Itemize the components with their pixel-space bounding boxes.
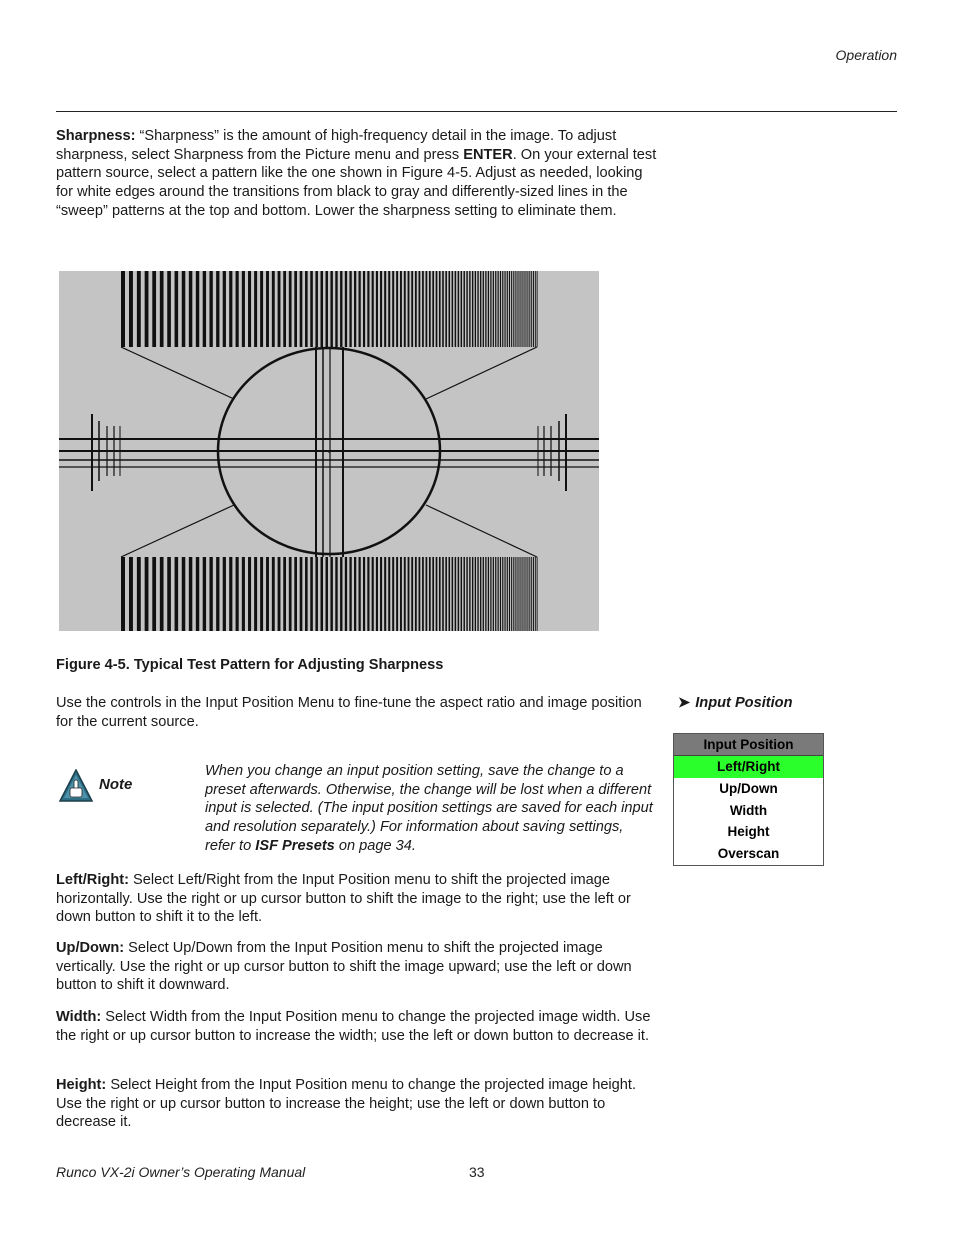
- sweep-bar: [495, 271, 496, 347]
- sweep-bar: [321, 271, 324, 347]
- sweep-bar: [203, 271, 206, 347]
- sweep-bar: [272, 557, 275, 631]
- sweep-bar: [189, 271, 192, 347]
- sharpness-test-pattern-figure: [59, 271, 599, 631]
- sweep-bar: [452, 271, 454, 347]
- input-position-side-heading: [678, 694, 793, 711]
- sweep-bar: [477, 271, 478, 347]
- sweep-bar: [305, 271, 308, 347]
- sweep-bar: [485, 557, 486, 631]
- sweep-bar: [367, 271, 369, 347]
- sweep-bar: [466, 557, 467, 631]
- height-term: Height:: [56, 1077, 107, 1093]
- sweep-bar: [248, 557, 251, 631]
- sweep-bar: [455, 271, 457, 347]
- footer-page-number: 33: [469, 1164, 485, 1180]
- sweep-bar: [175, 557, 179, 631]
- sweep-bar: [432, 557, 434, 631]
- enter-key-label: ENTER: [463, 146, 513, 163]
- sweep-bar: [520, 557, 521, 631]
- sweep-bar: [458, 557, 459, 631]
- sweep-bar: [326, 271, 328, 347]
- sweep-bar: [167, 557, 171, 631]
- sweep-bar: [422, 271, 424, 347]
- sweep-bar: [254, 557, 257, 631]
- sweep-bar: [531, 557, 532, 631]
- sweep-bar: [145, 271, 149, 347]
- sweep-bar: [472, 271, 473, 347]
- sweep-bar: [266, 557, 269, 631]
- note-pointing-hand-icon: [59, 769, 93, 803]
- sweep-bar: [236, 557, 239, 631]
- sweep-bar: [537, 557, 538, 631]
- sweep-bar: [475, 271, 476, 347]
- sweep-bar: [278, 557, 281, 631]
- sweep-bar: [294, 557, 297, 631]
- sweep-bar: [315, 557, 318, 631]
- figure-caption: Figure 4-5. Typical Test Pattern for Adjusting Sharpness: [56, 657, 444, 673]
- sweep-bar: [254, 271, 257, 347]
- note-text-a: When you change an input position setting, save the change to a preset afterwards. Otherwise, the change will be lost when a different input is selected. (The input position settings are saved for each input and resolution separately.) For information about saving settings, refer to: [205, 763, 653, 854]
- sweep-bar: [529, 557, 530, 631]
- sweep-bar: [137, 557, 141, 631]
- up-down-definition: [56, 939, 658, 995]
- sweep-bar: [182, 271, 186, 347]
- sweep-bar: [529, 271, 530, 347]
- sweep-bar: [429, 271, 431, 347]
- sweep-bar: [152, 271, 156, 347]
- sweep-bar: [196, 271, 199, 347]
- sharpness-paragraph: [56, 127, 658, 221]
- sweep-bar: [392, 557, 394, 631]
- sweep-bar: [354, 271, 356, 347]
- height-text: Select Height from the Input Position menu to change the projected image height. Use the right or up cursor button to increase the height; use the left or down button to decrease it.: [56, 1077, 637, 1131]
- isf-presets-link[interactable]: ISF Presets: [255, 837, 335, 854]
- sweep-bar: [493, 557, 494, 631]
- sweep-bar: [504, 557, 505, 631]
- sweep-bar: [248, 271, 251, 347]
- sweep-bar: [436, 271, 438, 347]
- sweep-bar: [408, 557, 410, 631]
- sweep-bar: [196, 557, 199, 631]
- sweep-bar: [485, 271, 486, 347]
- up-down-term: Up/Down:: [56, 940, 125, 956]
- sweep-bar: [511, 557, 512, 631]
- sweep-bar: [182, 557, 186, 631]
- sweep-bar: [321, 557, 324, 631]
- sweep-bar: [504, 271, 505, 347]
- sweep-bar: [411, 271, 413, 347]
- sweep-bar: [380, 557, 382, 631]
- sweep-bar: [411, 557, 413, 631]
- menu-title: Input Position: [674, 734, 823, 756]
- sweep-bar: [160, 271, 164, 347]
- sweep-bar: [475, 557, 476, 631]
- sweep-bar: [236, 271, 239, 347]
- sweep-bar: [483, 271, 484, 347]
- sweep-bar: [535, 271, 536, 347]
- sweep-bar: [502, 557, 503, 631]
- note-label: Note: [99, 776, 133, 793]
- sweep-bar: [367, 557, 369, 631]
- sweep-bar: [272, 271, 275, 347]
- sweep-bar: [480, 557, 481, 631]
- sweep-bar: [500, 271, 501, 347]
- sweep-bar: [223, 557, 226, 631]
- sweep-bar: [513, 271, 514, 347]
- sweep-bar: [455, 557, 457, 631]
- sweep-bar: [415, 557, 417, 631]
- sweep-bar: [415, 271, 417, 347]
- sweep-bar: [507, 557, 508, 631]
- sweep-bar: [345, 557, 347, 631]
- left-right-definition: [56, 871, 658, 927]
- sweep-bar: [283, 271, 286, 347]
- sweep-bar: [326, 557, 328, 631]
- left-right-term: Left/Right:: [56, 872, 129, 888]
- sweep-bar: [384, 271, 386, 347]
- menu-item-overscan[interactable]: Overscan: [717, 846, 780, 862]
- sweep-bar: [300, 557, 303, 631]
- sweep-bar: [396, 271, 398, 347]
- sweep-bar: [396, 557, 398, 631]
- sweep-bar: [315, 271, 318, 347]
- sweep-bar: [522, 271, 523, 347]
- sweep-bar: [533, 271, 534, 347]
- sweep-bar: [189, 557, 192, 631]
- header-rule: [56, 111, 897, 112]
- sweep-bar: [376, 557, 378, 631]
- sweep-bar: [461, 557, 462, 631]
- width-definition: [56, 1008, 658, 1045]
- sweep-bar: [442, 271, 444, 347]
- sweep-bar: [490, 271, 491, 347]
- sweep-bar: [439, 271, 441, 347]
- sweep-bar: [488, 557, 489, 631]
- sweep-bar: [400, 271, 402, 347]
- sweep-bar: [432, 271, 434, 347]
- sweep-bar: [472, 557, 473, 631]
- sweep-bar: [445, 557, 447, 631]
- sweep-bar: [160, 557, 164, 631]
- sweep-bar: [305, 557, 308, 631]
- sweep-bar: [289, 557, 292, 631]
- sweep-bar: [340, 557, 342, 631]
- side-heading-label: Input Position: [695, 695, 793, 711]
- sweep-bar: [524, 271, 525, 347]
- note-text-b: on page 34.: [334, 837, 416, 854]
- sweep-bar: [469, 271, 470, 347]
- sweep-bar: [216, 557, 219, 631]
- sweep-bar: [426, 557, 428, 631]
- sweep-bar: [372, 557, 374, 631]
- sweep-bar: [526, 271, 527, 347]
- sweep-bar: [404, 557, 406, 631]
- sweep-bar: [515, 271, 516, 347]
- sweep-bar: [388, 557, 390, 631]
- sweep-bar: [242, 557, 245, 631]
- sweep-bar: [289, 271, 292, 347]
- sweep-bar: [359, 271, 361, 347]
- sweep-bar: [340, 271, 342, 347]
- sweep-bar: [376, 271, 378, 347]
- sweep-bar: [509, 557, 510, 631]
- sweep-bar: [464, 557, 465, 631]
- sweep-bar: [520, 271, 521, 347]
- sweep-bar: [480, 271, 481, 347]
- sweep-bar: [439, 557, 441, 631]
- sweep-bar: [209, 557, 212, 631]
- sweep-bar: [498, 271, 499, 347]
- sweep-bar: [507, 271, 508, 347]
- sweep-bar: [442, 557, 444, 631]
- sweep-bar: [502, 271, 503, 347]
- arrow-left-icon: ➤: [678, 695, 691, 711]
- sweep-bar: [533, 557, 534, 631]
- sweep-bar: [363, 271, 365, 347]
- sweep-bar: [517, 557, 518, 631]
- sweep-bar: [260, 557, 263, 631]
- sweep-bar: [515, 557, 516, 631]
- sweep-bar: [426, 271, 428, 347]
- sweep-bar: [349, 557, 351, 631]
- sweep-bar: [524, 557, 525, 631]
- sweep-bar: [345, 271, 347, 347]
- sweep-bar: [229, 271, 232, 347]
- sweep-bar: [526, 557, 527, 631]
- sweep-bar: [436, 557, 438, 631]
- input-position-menu: [673, 733, 824, 866]
- sweep-bar: [477, 557, 478, 631]
- width-text: Select Width from the Input Position menu to change the projected image width. Use the right or up cursor button to increase the width; use the left or down button to decrease it.: [56, 1009, 651, 1044]
- sweep-bar: [330, 271, 332, 347]
- sweep-bar: [400, 557, 402, 631]
- menu-item-height[interactable]: Height: [727, 824, 770, 840]
- sweep-bar: [216, 271, 219, 347]
- sharpness-text-a: “Sharpness” is the amount of high-frequency detail in the image. To adjust sharpness, select Sharpness from the Picture menu and press: [56, 128, 617, 163]
- sweep-bar: [349, 271, 351, 347]
- sweep-bar: [145, 557, 149, 631]
- sweep-bar: [500, 557, 501, 631]
- sweep-bar: [372, 271, 374, 347]
- sweep-bar: [335, 271, 337, 347]
- input-position-intro: Use the controls in the Input Position Menu to fine-tune the aspect ratio and image position for the current source.: [56, 695, 642, 730]
- sweep-bar: [310, 557, 313, 631]
- sweep-bar: [129, 557, 133, 631]
- sweep-bar: [452, 557, 454, 631]
- sweep-bar: [522, 557, 523, 631]
- width-term: Width:: [56, 1009, 102, 1025]
- sweep-bar: [167, 271, 171, 347]
- menu-item-width[interactable]: Width: [729, 802, 768, 818]
- sweep-bar: [483, 557, 484, 631]
- sweep-bar: [513, 557, 514, 631]
- menu-item-up-down[interactable]: Up/Down: [719, 780, 778, 796]
- sweep-bar: [498, 557, 499, 631]
- sweep-bar: [278, 271, 281, 347]
- sweep-bar: [310, 271, 313, 347]
- running-header: Operation: [835, 47, 897, 63]
- sweep-bar: [527, 557, 528, 631]
- sweep-bar: [535, 557, 536, 631]
- sweep-bar: [488, 271, 489, 347]
- sweep-bar: [419, 557, 421, 631]
- sharpness-text-b: . On your external test pattern source, select a pattern like the one shown in Figure 4-5. Adjust as needed, looking for white edges around the transitions from black to gray and differently-sized lines in the “sweep” patterns at the top and bottom. Lower the sharpness setting to eliminate them.: [56, 146, 657, 219]
- sweep-bar: [449, 557, 451, 631]
- sweep-bar: [223, 271, 226, 347]
- sweep-bar: [121, 271, 125, 347]
- sweep-bar: [175, 271, 179, 347]
- sweep-bar: [445, 271, 447, 347]
- up-down-text: Select Up/Down from the Input Position menu to shift the projected image vertically. Use the right or up cursor button to shift the image upward; use the left or down button to shift it downward.: [56, 940, 632, 994]
- sweep-bar: [388, 271, 390, 347]
- sweep-bar: [300, 271, 303, 347]
- sweep-bar: [283, 557, 286, 631]
- sweep-bar: [384, 557, 386, 631]
- sweep-bar: [137, 271, 141, 347]
- sweep-bar: [495, 557, 496, 631]
- height-definition: [56, 1076, 658, 1132]
- sweep-bar: [419, 271, 421, 347]
- sweep-bar: [294, 271, 297, 347]
- sweep-bar: [209, 271, 212, 347]
- sweep-bar: [449, 271, 451, 347]
- sweep-bar: [469, 557, 470, 631]
- sweep-bar: [242, 271, 245, 347]
- sweep-bar: [509, 271, 510, 347]
- sweep-bar: [464, 271, 465, 347]
- sweep-bar: [129, 271, 133, 347]
- sweep-bar: [466, 271, 467, 347]
- sweep-bar: [380, 271, 382, 347]
- sweep-bar: [527, 271, 528, 347]
- sweep-bar: [266, 271, 269, 347]
- sweep-bar: [490, 557, 491, 631]
- menu-item-left-right[interactable]: Left/Right: [674, 756, 823, 778]
- sweep-bar: [531, 271, 532, 347]
- sweep-bar: [511, 271, 512, 347]
- sweep-bar: [330, 557, 332, 631]
- sweep-bar: [429, 557, 431, 631]
- sweep-bar: [517, 271, 518, 347]
- sweep-bar: [458, 271, 459, 347]
- sweep-bar: [203, 557, 206, 631]
- sweep-bar: [422, 557, 424, 631]
- sweep-bar: [260, 271, 263, 347]
- sweep-bar: [493, 271, 494, 347]
- sweep-bar: [359, 557, 361, 631]
- note-text: [205, 762, 657, 856]
- sweep-bar: [335, 557, 337, 631]
- sweep-bar: [404, 271, 406, 347]
- sweep-bar: [229, 557, 232, 631]
- sweep-bar: [121, 557, 125, 631]
- sweep-bar: [152, 557, 156, 631]
- footer-manual-title: Runco VX-2i Owner’s Operating Manual: [56, 1164, 306, 1180]
- sweep-bar: [363, 557, 365, 631]
- sharpness-term: Sharpness:: [56, 128, 136, 144]
- sweep-bar: [537, 271, 538, 347]
- left-right-text: Select Left/Right from the Input Position menu to shift the projected image horizontally. Use the right or up cursor button to shift the image to the right; use the left or down button to shift it to the left.: [56, 872, 631, 926]
- sweep-bar: [461, 271, 462, 347]
- sweep-bar: [392, 271, 394, 347]
- sweep-bar: [354, 557, 356, 631]
- sweep-bar: [408, 271, 410, 347]
